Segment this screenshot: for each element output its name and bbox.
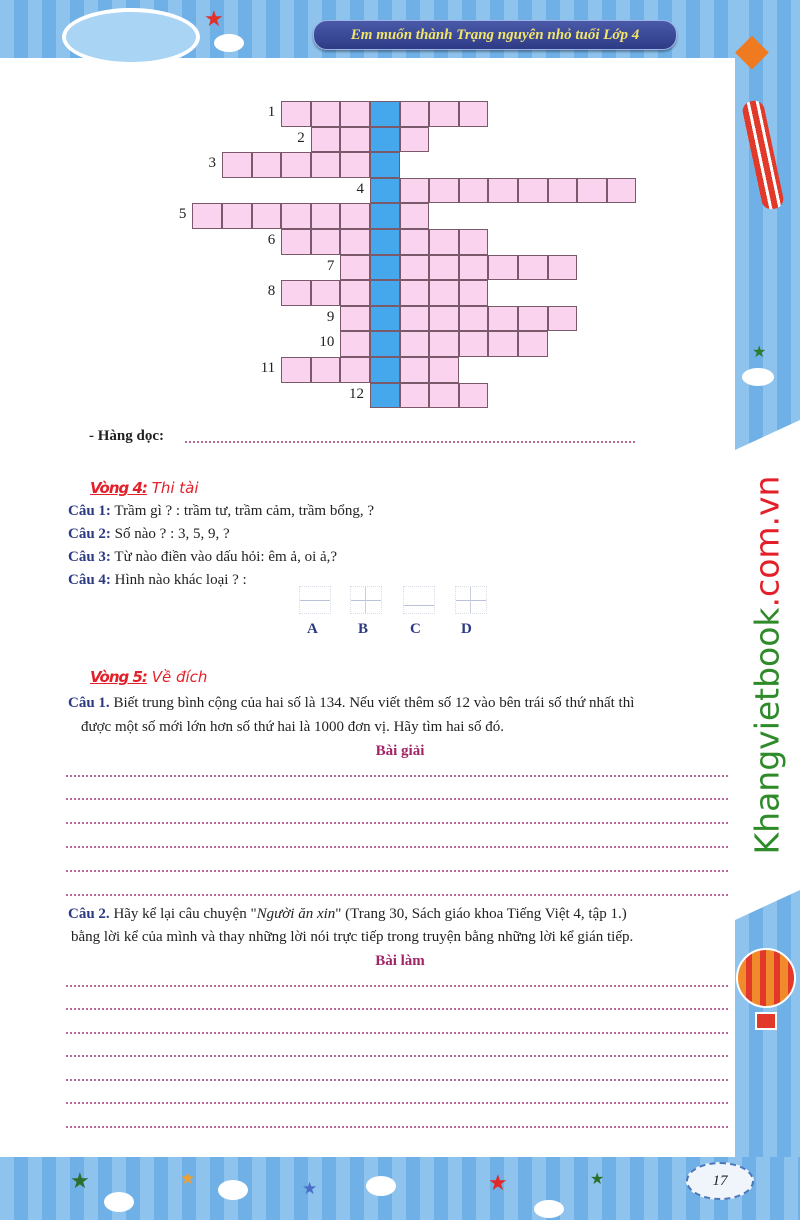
crossword-cell[interactable] [429,178,459,204]
crossword-cell[interactable] [459,178,489,204]
figure-d [455,586,487,614]
answer-line[interactable] [66,985,728,987]
crossword-cell[interactable] [400,306,430,332]
round-5-prefix: Vòng 5: [90,668,147,686]
option-c[interactable]: C [410,621,421,637]
row-number: 10 [319,334,335,351]
row-number: 8 [267,283,276,300]
crossword-cell[interactable] [459,306,489,332]
row-number: 12 [349,385,364,402]
crossword-key-cell[interactable] [370,357,400,383]
answer-line[interactable] [66,846,728,848]
crossword-cell[interactable] [311,280,341,306]
solution-heading: Bài giải [375,743,425,759]
crossword-cell[interactable] [548,255,578,281]
row-number: 1 [267,104,276,120]
crossword-cell[interactable] [518,255,548,281]
answer-line[interactable] [66,822,728,824]
answer-line[interactable] [66,1008,728,1010]
crossword-cell[interactable] [400,101,430,127]
crossword-cell[interactable] [281,229,311,255]
crossword-key-cell[interactable] [370,101,400,127]
cloud-icon [534,1200,564,1218]
crossword-cell[interactable] [222,203,252,229]
row-number: 4 [356,180,364,197]
hot-air-balloon-icon [736,948,796,1008]
crossword-cell[interactable] [252,203,282,229]
crossword-cell[interactable] [281,280,311,306]
crossword-cell[interactable] [548,306,578,332]
crossword-cell[interactable] [429,101,459,127]
crossword-cell[interactable] [400,203,430,229]
figure-a [299,586,331,614]
crossword-cell[interactable] [488,255,518,281]
crossword-cell[interactable] [518,306,548,332]
row-number: 5 [178,206,187,223]
crossword-key-cell[interactable] [370,306,400,332]
crossword-cell[interactable] [518,331,548,357]
crossword-cell[interactable] [400,178,430,204]
crossword-cell[interactable] [340,280,370,306]
crossword-cell[interactable] [459,331,489,357]
kite-icon: ◆ [735,25,769,74]
crossword-key-cell[interactable] [370,255,400,281]
crossword-key-cell[interactable] [370,280,400,306]
essay-heading: Bài làm [375,953,425,969]
round4-question-1: Câu 1: Trầm gì ? : trầm tư, trầm cảm, trầm bổng, ? [68,503,375,519]
crossword-key-cell[interactable] [370,331,400,357]
answer-line[interactable] [66,1102,728,1104]
crossword-cell[interactable] [429,229,459,255]
round-4-heading [90,479,199,497]
crossword-cell[interactable] [281,357,311,383]
vertical-answer-label: - Hàng dọc: [89,428,164,444]
crossword-cell[interactable] [459,383,489,409]
crossword-cell[interactable] [400,280,430,306]
crossword-cell[interactable] [340,229,370,255]
crossword-cell[interactable] [488,306,518,332]
crossword-cell[interactable] [311,127,341,153]
crossword-cell[interactable] [340,331,370,357]
star-icon: ★ [180,1169,196,1188]
star-icon: ★ [590,1171,605,1188]
option-a[interactable]: A [307,621,318,637]
crossword-cell[interactable] [340,152,370,178]
option-d[interactable]: D [461,621,472,637]
answer-line[interactable] [66,1079,728,1081]
crossword-cell[interactable] [192,203,222,229]
row-number: 6 [267,232,276,248]
crossword-cell[interactable] [400,229,430,255]
crossword-cell[interactable] [459,280,489,306]
crossword-cell[interactable] [340,357,370,383]
crossword-cell[interactable] [518,178,548,204]
round-4-prefix: Vòng 4: [90,479,147,497]
crossword-cell[interactable] [429,331,459,357]
crossword-cell[interactable] [340,127,370,153]
answer-line[interactable] [66,1032,728,1034]
crossword-cell[interactable] [340,306,370,332]
crossword-cell[interactable] [311,101,341,127]
crossword-cell[interactable] [400,331,430,357]
answer-line[interactable] [66,870,728,872]
figure-c [403,586,435,614]
crossword-key-cell[interactable] [370,203,400,229]
crossword-cell[interactable] [429,255,459,281]
answer-line[interactable] [66,1126,728,1128]
round5-question-2-line-2: bằng lời kể của mình và thay những lời nói trực tiếp trong truyện bằng những lời kể gián tiếp. [71,929,634,945]
round-5-heading [90,668,207,686]
round-5-title: Về đích [151,668,208,686]
crossword-cell[interactable] [400,383,430,409]
crossword-cell[interactable] [429,383,459,409]
crossword-cell[interactable] [281,101,311,127]
cloud-icon [62,8,200,66]
star-icon: ★ [488,1170,508,1195]
crossword-cell[interactable] [340,101,370,127]
round-4-title: Thi tài [151,479,199,497]
round5-question-1-line-1: Câu 1. Biết trung bình cộng của hai số là 134. Nếu viết thêm số 12 vào bên trái số thứ nhất thì [68,695,635,711]
crossword-cell[interactable] [281,152,311,178]
answer-line[interactable] [66,1055,728,1057]
cloud-icon [214,34,244,52]
round4-question-2: Câu 2: Số nào ? : 3, 5, 9, ? [68,526,230,542]
crossword-key-cell[interactable] [370,152,400,178]
header-title: Em muốn thành Trạng nguyên nhỏ tuổi Lớp 4 [313,20,677,50]
cloud-icon [366,1176,396,1196]
crossword-cell[interactable] [340,203,370,229]
crossword-cell[interactable] [400,127,430,153]
crossword-cell[interactable] [400,357,430,383]
crossword-cell[interactable] [429,357,459,383]
page-number: 17 [686,1162,754,1200]
cloud-icon [742,368,774,386]
crossword-cell[interactable] [429,306,459,332]
crossword-cell[interactable] [252,152,282,178]
crossword-cell[interactable] [459,101,489,127]
round4-question-4: Câu 4: Hình nào khác loại ? : [68,572,247,588]
crossword-cell[interactable] [400,255,430,281]
row-number: 7 [326,257,335,274]
star-icon: ★ [302,1179,318,1198]
crossword-key-cell[interactable] [370,229,400,255]
option-b[interactable]: B [358,621,369,637]
crossword-key-cell[interactable] [370,178,400,204]
row-number: 3 [208,155,216,172]
star-icon: ★ [752,344,767,361]
crossword-cell[interactable] [459,229,489,255]
star-icon: ★ [204,6,224,31]
crossword-cell[interactable] [459,255,489,281]
cloud-icon [218,1180,248,1200]
crossword-cell[interactable] [488,331,518,357]
vertical-answer-field[interactable] [185,441,635,443]
watermark-text: Khangvietbook.com.vn [747,475,787,855]
crossword-cell[interactable] [607,178,637,204]
crossword-cell[interactable] [222,152,252,178]
round4-question-3: Câu 3: Từ nào điền vào dấu hỏi: êm ả, oi ả,? [68,549,338,565]
row-number: 9 [326,308,335,325]
crossword-cell[interactable] [311,229,341,255]
crossword-key-cell[interactable] [370,127,400,153]
crossword-cell[interactable] [281,203,311,229]
row-number: 2 [297,129,305,146]
answer-line[interactable] [66,775,728,777]
row-number: 11 [260,360,276,376]
crossword-cell[interactable] [311,152,341,178]
crossword-cell[interactable] [311,203,341,229]
answer-line[interactable] [66,894,728,896]
cloud-icon [104,1192,134,1212]
crossword-cell[interactable] [311,357,341,383]
figure-b [350,586,382,614]
crossword-cell[interactable] [429,280,459,306]
crossword-cell[interactable] [340,255,370,281]
crossword-cell[interactable] [548,178,578,204]
crossword-key-cell[interactable] [370,383,400,409]
crossword-cell[interactable] [488,178,518,204]
crossword-cell[interactable] [577,178,607,204]
star-icon: ★ [70,1168,90,1193]
answer-line[interactable] [66,798,728,800]
round5-question-2-line-1: Câu 2. Hãy kể lại câu chuyện "Người ăn xin" (Trang 30, Sách giáo khoa Tiếng Việt 4, tập 1.) [68,906,627,922]
round5-question-1-line-2: được một số mới lớn hơn số thứ hai là 1000 đơn vị. Hãy tìm hai số đó. [81,719,504,735]
balloon-basket-icon [755,1012,777,1030]
